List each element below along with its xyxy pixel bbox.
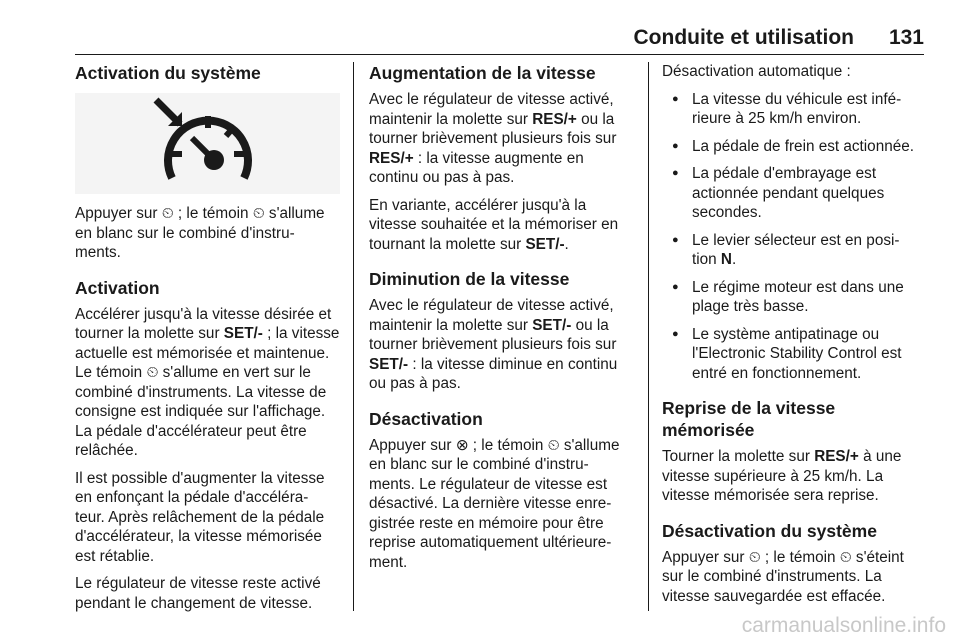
section-heading-decrease-speed: Diminution de la vitesse [369, 269, 570, 289]
list-item: ● La vitesse du véhicule est infé- rieure à 25 km/h environ. [662, 90, 926, 129]
list-item: ● La pédale de frein est actionnée. [662, 137, 926, 157]
paragraph-activation-3: Le régulateur de vitesse reste activé pendant le changement de vitesse. [75, 575, 321, 612]
section-heading-activation: Activation [75, 277, 160, 298]
section-heading-increase-speed: Augmentation de la vitesse [369, 63, 596, 83]
cruise-control-icon: ⏲ [252, 205, 265, 222]
cruise-control-icon: ⏲ [839, 548, 852, 566]
cruise-control-icon: ⏲ [547, 436, 560, 454]
list-item: ● Le système antipatinage ou l'Electronic Stability Control est entré en fonctionnement. [662, 325, 926, 384]
column-3 [662, 62, 926, 614]
paragraph-activation-1: Accélérer jusqu'à la vitesse désirée et tourner la molette sur SET/- ; la vitesse actuelle est mémorisée et maintenue. Le témoin ⏲ s'allume en vert sur le combiné d'instruments. La vitesse de consigne est indiquée sur l'affichage. La pédale d'accélérateur peut être relâchée. [75, 305, 340, 459]
column-2 [369, 62, 635, 580]
column-divider [648, 62, 649, 611]
section-resume-speed [662, 397, 926, 506]
column-1 [75, 62, 340, 621]
list-item: ● Le levier sélecteur est en posi- tion N. [662, 231, 926, 270]
paragraph-deactivation-1: Appuyer sur ⊗ ; le témoin ⏲ s'allume en blanc sur le combiné d'instru- ments. Le régulateur de vitesse est désactivé. La dernière vitesse enre- gistrée reste en mémoire pour être reprise automatiquement ultérieure- ment. [369, 436, 620, 571]
page-header [75, 24, 924, 55]
paragraph-decrease-1: Avec le régulateur de vitesse activé, maintenir la molette sur SET/- ou la tourner brièvement plusieurs fois sur SET/- : la vitesse diminue en continu ou pas à pas. [369, 297, 618, 392]
watermark: carmanualsonline.info [741, 614, 946, 637]
cruise-control-icon: ⏲ [161, 205, 174, 222]
section-heading-system-deactivation: Désactivation du système [662, 520, 877, 541]
list-item: ● La pédale d'embrayage est actionnée pendant quelques secondes. [662, 164, 926, 223]
section-heading-system-activation: Activation du système [75, 63, 261, 83]
list-item: ● Le régime moteur est dans une plage très basse. [662, 278, 926, 317]
paragraph-system-deactivation-1: Appuyer sur ⏲ ; le témoin ⏲ s'éteint sur le combiné d'instruments. La vitesse sauvegardée est effacée. [662, 548, 904, 605]
cruise-control-speedometer-icon [148, 96, 268, 192]
section-deactivation [369, 408, 635, 573]
column-divider [353, 62, 354, 611]
section-activation [75, 277, 340, 614]
cruise-control-icon: ⏲ [146, 364, 159, 381]
cruise-control-icon: ⏲ [748, 548, 761, 566]
speedometer-figure [75, 93, 340, 194]
page-number: 131 [888, 26, 924, 49]
paragraph-press-button: Appuyer sur ⏲ ; le témoin ⏲ s'allume en blanc sur le combiné d'instru- ments. [75, 205, 325, 261]
paragraph-increase-2: En variante, accélérer jusqu'à la vitesse souhaitée et la mémoriser en tournant la molette sur SET/-. [369, 196, 619, 253]
section-heading-resume-speed: Reprise de la vitesse mémorisée [662, 398, 836, 440]
header-title: Conduite et utilisation [633, 26, 854, 49]
paragraph-increase-1: Avec le régulateur de vitesse activé, maintenir la molette sur RES/+ ou la tourner brièvement plusieurs fois sur RES/+ : la vitesse augmente en continu ou pas à pas. [369, 91, 617, 186]
section-system-deactivation [662, 520, 926, 607]
paragraph-resume-1: Tourner la molette sur RES/+ à une vitesse supérieure à 25 km/h. La vitesse mémorisée sera reprise. [662, 448, 902, 504]
section-heading-deactivation: Désactivation [369, 408, 483, 429]
paragraph-activation-2: Il est possible d'augmenter la vitesse en enfonçant la pédale d'accéléra- teur. Après relâchement de la pédale d'accélérateur, la vitesse mémorisée est rétablie. [75, 469, 325, 565]
paragraph-auto-deactivation: Désactivation automatique : [662, 63, 851, 80]
cruise-control-off-icon: ⊗ [455, 436, 469, 454]
auto-deactivation-list [662, 90, 926, 384]
section-decrease-speed [369, 268, 635, 394]
